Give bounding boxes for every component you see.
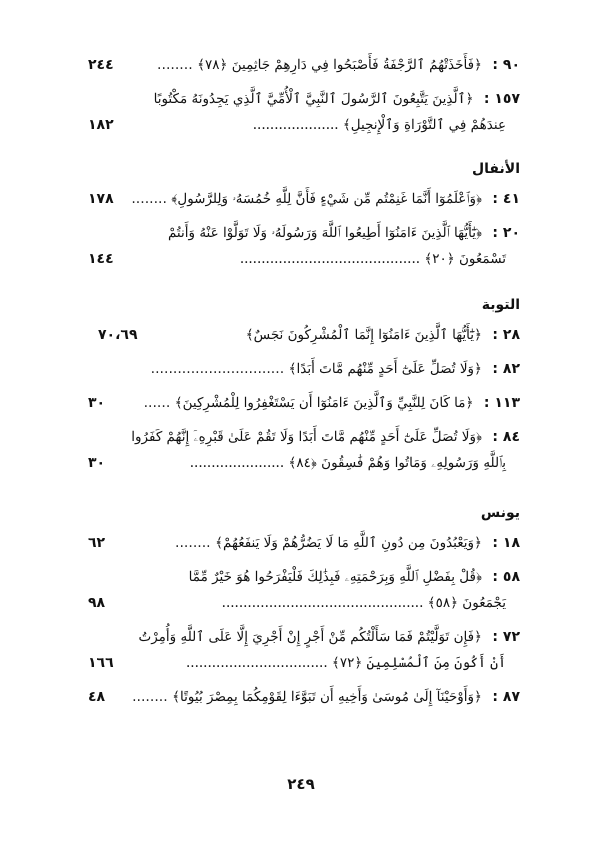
- list-item: [88, 358, 520, 380]
- page-ref: ١٤٤: [88, 251, 114, 267]
- list-item: [88, 222, 520, 244]
- list-item: [88, 392, 520, 414]
- page-number: ٢٤٩: [287, 775, 315, 793]
- page-ref: ٢٤٤: [88, 57, 114, 73]
- list-item: [88, 532, 520, 554]
- page-ref: ٤٨: [88, 689, 106, 705]
- leader-dots: ......: [143, 395, 171, 411]
- verse-number: ٩٠ :: [492, 57, 520, 73]
- verse-text: ﴿قُلْ بِفَضْلِ ٱللَّهِ وَبِرَحْمَتِهِۦ فَبِذَٰلِكَ فَلْيَفْرَحُوا هُوَ خَيْرٌ مِّمَّا: [188, 569, 482, 585]
- verse-continuation: [88, 652, 520, 674]
- page-ref: ٣٠: [88, 395, 106, 411]
- list-item: [88, 54, 520, 76]
- verse-text: ﴿وَلَا تُصَلِّ عَلَىٰٓ أَحَدٍ مِّنْهُم مَّاتَ أَبَدًا وَلَا تَقُمْ عَلَىٰ قَبْرِهِۦٓ إِنَّهُمْ كَفَرُوا: [131, 429, 482, 445]
- verse-number: ٤١ :: [492, 191, 520, 207]
- leader-dots: ....................: [252, 117, 339, 133]
- verse-number: ٥٨ :: [492, 569, 520, 585]
- list-item: [88, 686, 520, 708]
- verse-number: ٢٨ :: [492, 327, 520, 343]
- verse-text: ﴿وَيَعْبُدُونَ مِن دُونِ ٱللَّهِ مَا لَا يَضُرُّهُمْ وَلَا يَنفَعُهُمْ﴾: [215, 535, 482, 551]
- verse-text: ﴿فَإِن تَوَلَّيْتُمْ فَمَا سَأَلْتُكُم مِّنْ أَجْرٍ إِنْ أَجْرِيَ إِلَّا عَلَى ٱللَّهِ وَأُمِرْتُ: [138, 629, 482, 645]
- verse-text: ﴿يَٰٓأَيُّهَا ٱلَّذِينَ ءَامَنُوٓا أَطِيعُوا ٱللَّهَ وَرَسُولَهُۥ وَلَا تَوَلَّوْا عَنْهُ وَأَنتُمْ: [167, 225, 482, 241]
- verse-text-cont: عِندَهُمْ فِي ٱلتَّوْرَاةِ وَٱلْإِنجِيلِ﴾: [342, 117, 506, 133]
- list-item: [88, 188, 520, 210]
- leader-dots: ........: [131, 191, 167, 207]
- list-item: [88, 626, 520, 648]
- leader-dots: ........: [175, 535, 211, 551]
- verse-continuation: [88, 248, 520, 270]
- verse-text-cont: بِٱللَّهِ وَرَسُولِهِۦ وَمَاتُوا وَهُمْ فَٰسِقُونَ ﴿٨٤﴾: [288, 455, 506, 471]
- verse-continuation: [88, 114, 520, 136]
- verse-number: ١٥٧ :: [483, 91, 520, 107]
- verse-number: ١٨ :: [492, 535, 520, 551]
- leader-dots: .................................: [186, 655, 328, 671]
- list-item: [88, 88, 520, 110]
- leader-dots: ..........................................: [239, 251, 421, 267]
- page-ref: ١٧٨: [88, 191, 114, 207]
- list-item: [88, 426, 520, 448]
- verse-text: ﴿مَا كَانَ لِلنَّبِيِّ وَٱلَّذِينَ ءَامَنُوٓا أَن يَسْتَغْفِرُوا لِلْمُشْرِكِينَ﴾: [174, 395, 474, 411]
- verse-number: ٨٢ :: [492, 361, 520, 377]
- page-content: [88, 54, 520, 708]
- section-title: التوبة: [481, 297, 520, 313]
- verse-number: ٧٢ :: [492, 629, 520, 645]
- verse-continuation: [88, 452, 520, 474]
- section-title: الأنفال: [472, 161, 520, 177]
- page-ref: ٦٢: [88, 535, 106, 551]
- verse-text-cont: يَجْمَعُونَ ﴿٥٨﴾: [427, 595, 506, 611]
- verse-number: ١١٣ :: [483, 395, 520, 411]
- verse-text: ﴿فَأَخَذَتْهُمُ ٱلرَّجْفَةُ فَأَصْبَحُوا فِي دَارِهِمْ جَاثِمِينَ ﴿٧٨﴾: [197, 57, 482, 73]
- page-ref: ١٦٦: [88, 655, 114, 671]
- leader-dots: ........: [132, 689, 168, 705]
- verse-number: ٨٧ :: [492, 689, 520, 705]
- list-item: [88, 324, 520, 346]
- verse-text: ﴿وَلَا تُصَلِّ عَلَىٰٓ أَحَدٍ مِّنْهُم مَّاتَ أَبَدًا﴾: [288, 361, 482, 377]
- verse-text: ﴿وَأَوْحَيْنَآ إِلَىٰ مُوسَىٰ وَأَخِيهِ أَن تَبَوَّءَا لِقَوْمِكُمَا بِمِصْرَ بُيُوتًا﴾: [172, 689, 482, 705]
- verse-text: ﴿يَٰٓأَيُّهَا ٱلَّذِينَ ءَامَنُوٓا إِنَّمَا ٱلْمُشْرِكُونَ نَجَسٌ﴾: [245, 327, 482, 343]
- verse-text: ﴿وَٱعْلَمُوٓا أَنَّمَا غَنِمْتُم مِّن شَيْءٍ فَأَنَّ لِلَّهِ خُمُسَهُۥ وَلِلرَّسُولِ﴾: [171, 191, 482, 207]
- verse-number: ٢٠ :: [492, 225, 520, 241]
- page-ref: ٩٨: [88, 595, 106, 611]
- verse-continuation: [88, 592, 520, 614]
- page-ref: ١٨٢: [88, 117, 114, 133]
- verse-text-cont: تَسْمَعُونَ ﴿٢٠﴾: [424, 251, 506, 267]
- verse-text-cont: أَنْ أَكُونَ مِنَ ٱلْمُسْلِمِينَ ﴿٧٢﴾: [331, 655, 506, 671]
- list-item: [88, 566, 520, 588]
- verse-text: ﴿ٱلَّذِينَ يَتَّبِعُونَ ٱلرَّسُولَ ٱلنَّبِيَّ ٱلْأُمِّيَّ ٱلَّذِي يَجِدُونَهُ مَكْتُوبًا: [153, 91, 474, 107]
- leader-dots: ...............................................: [221, 595, 424, 611]
- section-title: يونس: [480, 505, 520, 521]
- page-ref: ٧٠،٦٩: [98, 327, 138, 343]
- leader-dots: ........: [157, 57, 193, 73]
- page-ref: ٣٠: [88, 455, 106, 471]
- leader-dots: ......................: [189, 455, 285, 471]
- leader-dots: ..............................: [150, 361, 285, 377]
- verse-number: ٨٤ :: [492, 429, 520, 445]
